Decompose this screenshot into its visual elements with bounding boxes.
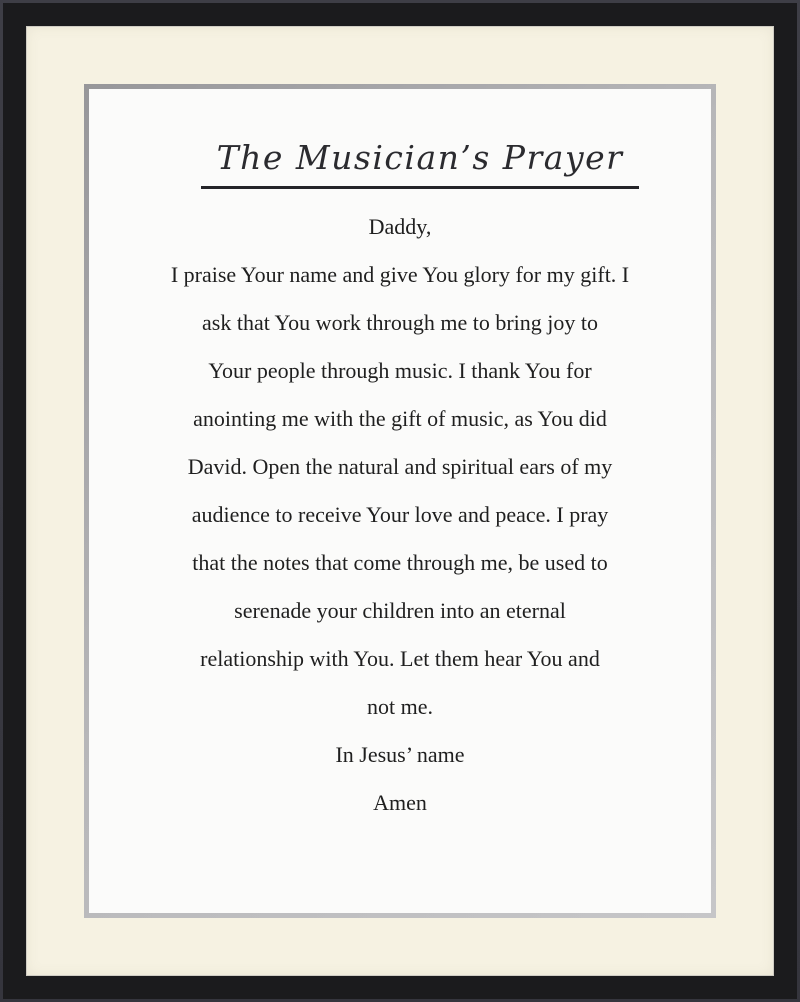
prayer-line: relationship with You. Let them hear You and [200, 645, 600, 671]
title-row [109, 89, 731, 189]
prayer-line: that the notes that come through me, be used to [192, 549, 608, 575]
prayer-line: I praise Your name and give You glory for my gift. I [170, 261, 630, 287]
prayer-sheet [89, 89, 711, 913]
prayer-line: not me. [367, 693, 433, 719]
frame-inner-black [3, 3, 797, 999]
prayer-line: Your people through music. I thank You for [208, 357, 592, 383]
prayer-line: serenade your children into an eternal [234, 597, 566, 623]
paper-silver-border [84, 84, 716, 918]
prayer-line: Amen [373, 789, 427, 815]
prayer-line: anointing me with the gift of music, as You did [193, 405, 607, 431]
prayer-line: audience to receive Your love and peace. I pray [191, 501, 609, 527]
prayer-line: Daddy, [368, 213, 432, 239]
prayer-body [89, 203, 711, 827]
prayer-line: ask that You work through me to bring joy to [202, 309, 598, 335]
prayer-line: David. Open the natural and spiritual ears of my [187, 453, 613, 479]
prayer-line: In Jesus’ name [335, 741, 465, 767]
mat-board [26, 26, 774, 976]
prayer-title: The Musician’s Prayer [201, 139, 640, 189]
